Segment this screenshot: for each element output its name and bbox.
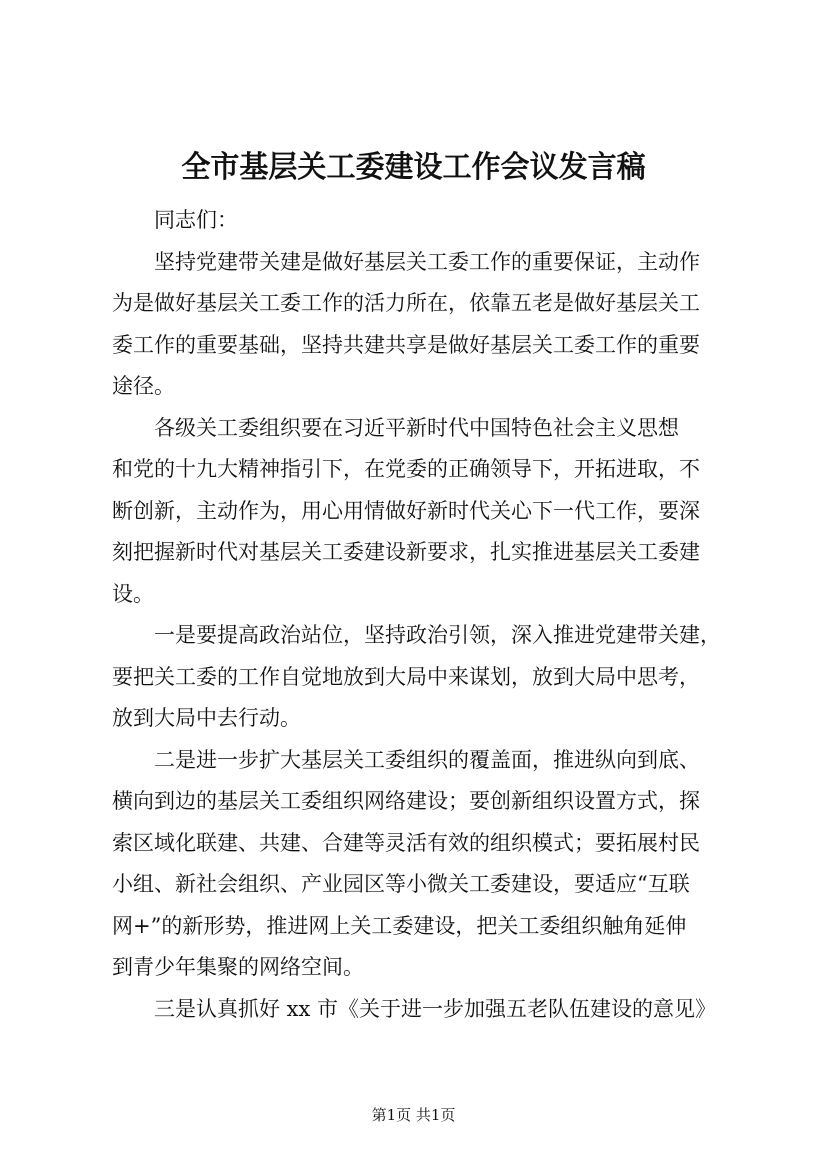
text-line [112,366,732,408]
text-line-content: 委工作的重要基础，坚持共建共享是做好基层关工委工作的重要 [112,332,700,357]
text-line [112,864,732,906]
text-line-content: 设。 [112,581,154,606]
text-line [112,781,732,823]
text-line-content: 同志们： [112,208,238,232]
document-title: 全市基层关工委建设工作会议发言稿 [181,150,646,185]
text-line-content: 各级关工委组织要在习近平新时代中国特色社会主义思想 [112,415,679,440]
text-line [112,408,732,450]
text-line-content: 小组、新社会组织、产业园区等小微关工委建设，要适应“互联 [112,872,690,896]
text-line-content: 途径。 [112,374,175,398]
text-line [112,947,732,989]
text-line [112,740,732,782]
text-line [112,532,732,574]
text-line [112,574,732,616]
text-line [112,325,732,367]
text-line-content: 为是做好基层关工委工作的活力所在，依靠五老是做好基层关工 [112,291,700,315]
text-line-content: 刻把握新时代对基层关工委建设新要求，扎实推进基层关工委建 [112,540,700,564]
text-line-content: 网+”的新形势，推进网上关工委建设，把关工委组织触角延伸 [112,913,687,938]
text-line [112,698,732,740]
text-line [112,906,732,948]
text-line [112,823,732,865]
text-line [112,657,732,699]
text-line-content: 和党的十九大精神指引下，在党委的正确领导下，开拓进取，不 [112,457,700,481]
text-line-content: 要把关工委的工作自觉地放到大局中来谋划，放到大局中思考， [112,664,700,689]
text-line-content: 二是进一步扩大基层关工委组织的覆盖面，推进纵向到底、 [112,747,700,772]
text-line-content: 坚持党建带关建是做好基层关工委工作的重要保证，主动作 [112,249,700,274]
text-line-content: 横向到边的基层关工委组织网络建设；要创新组织设置方式，探 [112,789,700,813]
document-body [112,200,732,1030]
text-line [112,491,732,533]
text-line [112,989,732,1031]
text-line-content: 一是要提高政治站位，坚持政治引领，深入推进党建带关建， [112,623,721,647]
text-line-content: 三是认真抓好 xx 市《关于进一步加强五老队伍建设的意见》 [112,996,717,1021]
page-footer: 第1页 共1页 [371,1106,456,1124]
text-line [112,283,732,325]
text-line-content: 到青少年集聚的网络空间。 [112,955,364,979]
text-line [112,615,732,657]
text-line-content: 索区域化联建、共建、合建等灵活有效的组织模式；要拓展村民 [112,830,700,855]
text-line [112,200,732,242]
text-line [112,242,732,284]
text-line [112,449,732,491]
text-line-content: 放到大局中去行动。 [112,706,301,730]
text-line-content: 断创新，主动作为，用心用情做好新时代关心下一代工作，要深 [112,498,700,523]
